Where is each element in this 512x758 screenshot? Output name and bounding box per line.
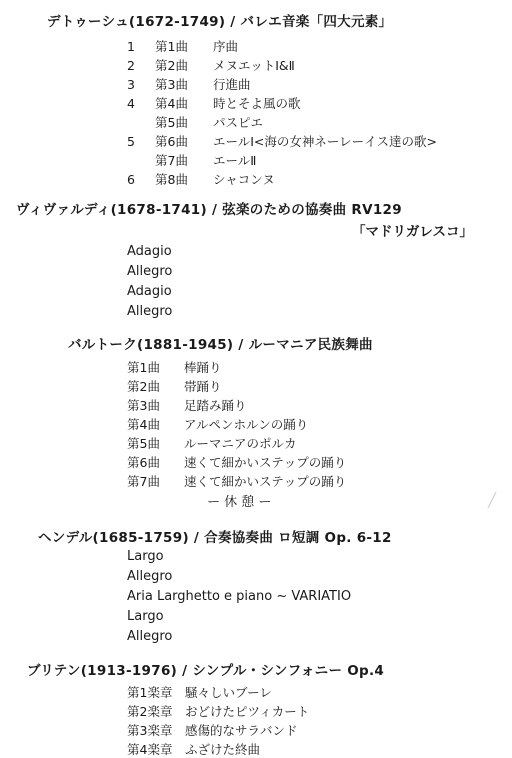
movement: Largo (127, 609, 164, 624)
list-item: 第1曲 棒踊り (127, 360, 222, 375)
section-subheading-vivaldi: 「マドリガレスコ」 (352, 224, 473, 240)
list-item: 第4曲 アルペンホルンの踊り (127, 417, 309, 432)
movement: Allegro (127, 569, 173, 584)
movement: Allegro (127, 304, 173, 319)
movement: Allegro (127, 629, 173, 644)
list-item: 第5曲 ルーマニアのポルカ (127, 436, 297, 451)
list-item: 6 第8曲 シャコンヌ (127, 172, 275, 187)
list-item: 第2楽章 おどけたピツィカート (127, 704, 310, 719)
list-item: 2 第2曲 メヌエットⅠ&Ⅱ (127, 58, 295, 73)
section-heading-destouches: デトゥーシュ(1672-1749) / バレエ音楽「四大元素」 (47, 14, 393, 30)
list-item: 第1楽章 騒々しいブーレ (127, 685, 272, 700)
list-item: 1 第1曲 序曲 (127, 39, 239, 54)
stray-mark (484, 490, 498, 510)
movement: Adagio (127, 244, 172, 259)
section-heading-handel: ヘンデル(1685-1759) / 合奏協奏曲 ロ短調 Op. 6-12 (38, 530, 392, 546)
movement: Aria Larghetto e piano ~ VARIATIO (127, 589, 352, 604)
movement: Allegro (127, 264, 173, 279)
movement: Adagio (127, 284, 172, 299)
list-item: 第6曲 速くて細かいステップの踊り (127, 455, 347, 470)
list-item: 第3楽章 感傷的なサラバンド (127, 723, 298, 738)
list-item: 4 第4曲 時とそよ風の歌 (127, 96, 301, 111)
list-item: 第7曲 速くて細かいステップの踊り (127, 474, 347, 489)
list-item: 第5曲 パスピエ (155, 115, 264, 130)
list-item: 3 第3曲 行進曲 (127, 77, 251, 92)
list-item: 第7曲 エールⅡ (155, 153, 257, 168)
movement: Largo (127, 549, 164, 564)
section-heading-britten: ブリテン(1913-1976) / シンプル・シンフォニー Op.4 (27, 663, 385, 679)
list-item: 第4楽章 ふざけた終曲 (127, 742, 261, 757)
list-item: 第3曲 足踏み踊り (127, 398, 247, 413)
list-item: 第2曲 帯踊り (127, 379, 222, 394)
intermission-label: ー 休 憩 ー (207, 495, 272, 510)
section-heading-bartok: バルトーク(1881-1945) / ルーマニア民族舞曲 (68, 337, 373, 353)
list-item: 5 第6曲 エールⅠ<海の女神ネーレーイス達の歌> (127, 134, 438, 149)
section-heading-vivaldi: ヴィヴァルディ(1678-1741) / 弦楽のための協奏曲 RV129 (16, 202, 402, 218)
